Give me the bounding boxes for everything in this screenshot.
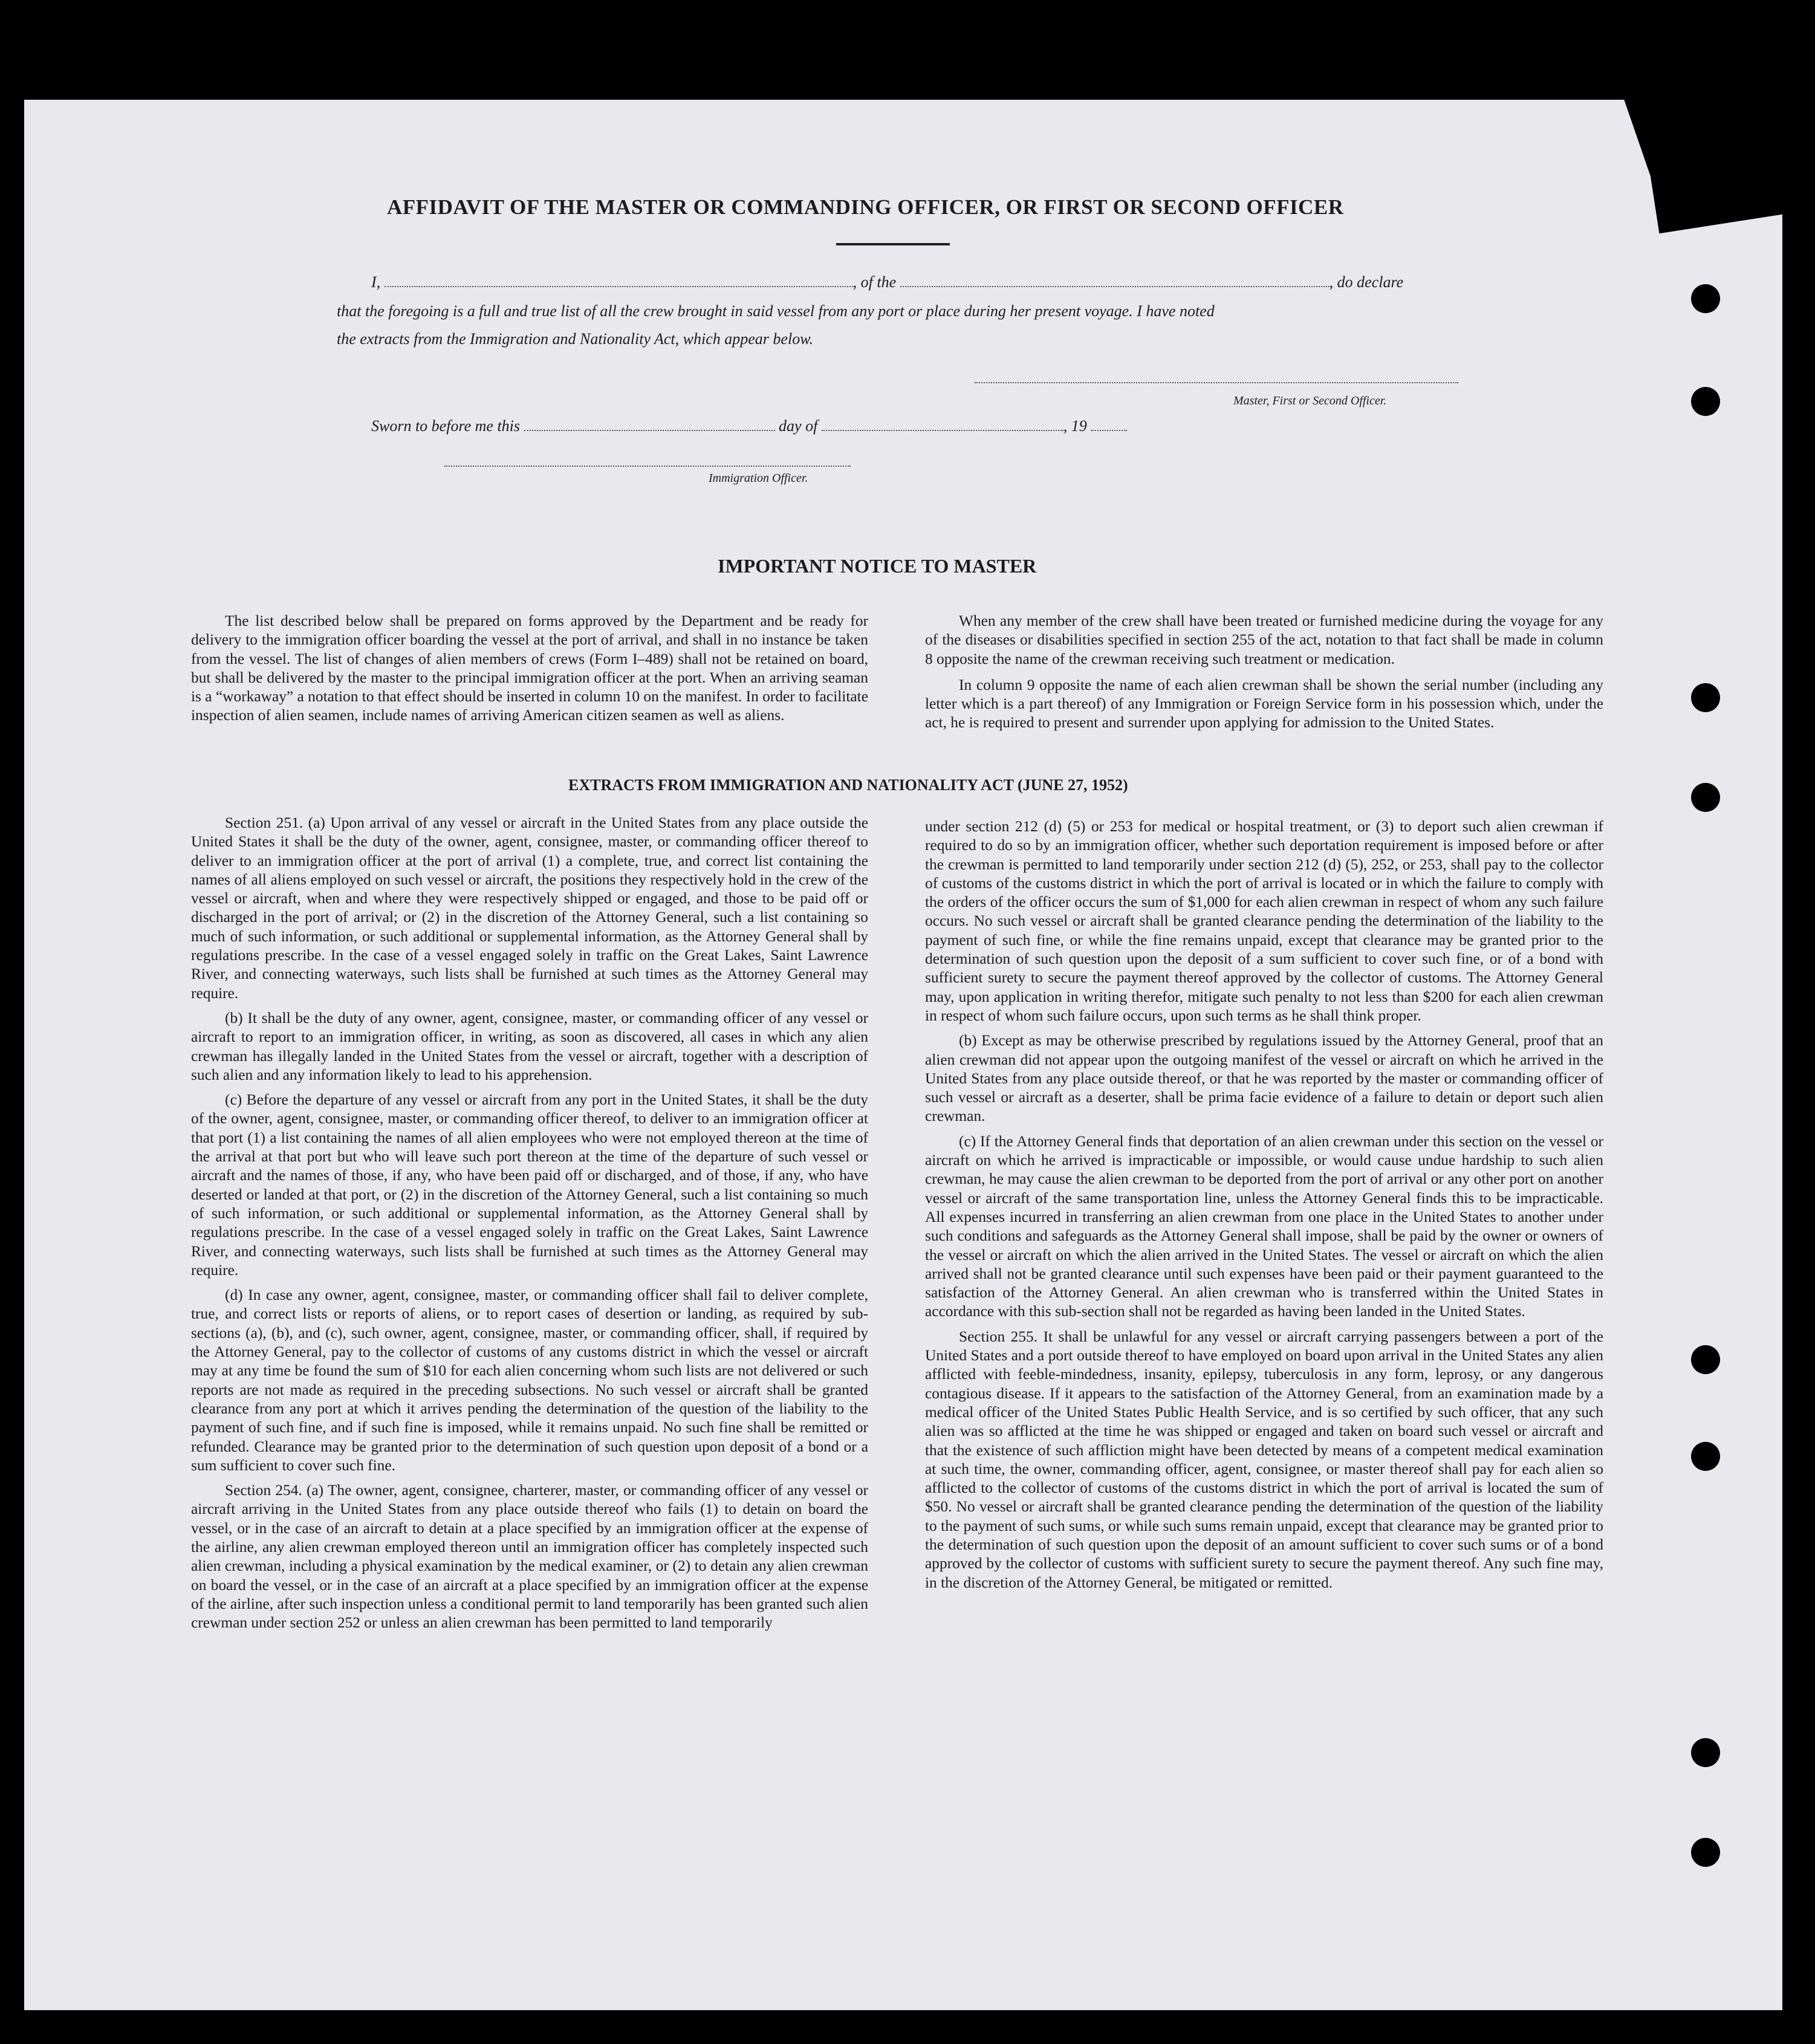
declaration-line-3: the extracts from the Immigration and Nationality Act, which appear below. <box>337 330 814 348</box>
of-the-label: , of the <box>852 273 897 291</box>
extracts-title: EXTRACTS FROM IMMIGRATION AND NATIONALITY ACT (JUNE 27, 1952) <box>568 776 1128 794</box>
master-signature-field[interactable] <box>975 382 1458 383</box>
sworn-line <box>371 417 1278 435</box>
punch-hole <box>1691 783 1720 812</box>
punch-hole <box>1691 284 1720 313</box>
declarant-prefix: I, <box>371 273 381 291</box>
vessel-name-field[interactable] <box>900 275 1330 287</box>
extracts-right-column <box>925 817 1603 1592</box>
punch-hole <box>1691 1838 1720 1867</box>
punch-hole <box>1691 1442 1720 1471</box>
notice-title: IMPORTANT NOTICE TO MASTER <box>718 555 1037 577</box>
act-paragraph: (c) Before the departure of any vessel or aircraft from any port in the United States, it shall be the duty of the owner, agent, consignee, master, or commanding officer thereof, to deliver to an immigration officer at that port (1) a list containing the names of all alien employees who were not employed thereon at the time of the arrival at that port but who will leave such port thereon at the time of the departure of such vessel or aircraft and the names of those, if any, who have been paid off or discharged, and of those, if any, who have deserted or landed at that port, or (2) in the discretion of the Attorney General, such a list containing so much of such information, or such additional or supplemental information, as the Attorney General shall by regulations prescribe. In the case of a vessel engaged solely in traffic on the Great Lakes, Saint Lawrence River, and connecting waterways, such lists shall be furnished at such times as the Attorney General may require. <box>191 1091 868 1279</box>
act-paragraph: under section 212 (d) (5) or 253 for medical or hospital treatment, or (3) to deport such alien crewman if required to do so by an immigration officer, whether such deportation requirement is imposed before or after the crewman is permitted to land temporarily under section 212 (d) (5), 252, or 253, shall pay to the collector of customs of the customs district in which the port of arrival is located or in which the failure to comply with the orders of the officer occurs the sum of $1,000 for each alien crewman in respect of whom any such failure occurs. No such vessel or aircraft shall be granted clearance pending the determination of the liability to the payment of such fine, or while the fine remains unpaid, except that clearance may be granted prior to the determination of such question upon the deposit of a sum sufficient to cover such fine, or of a bond with sufficient surety to secure the payment thereof approved by the collector of customs. The Attorney General may, upon application in writing therefor, mitigate such penalty to not less than $200 for each alien crewman in respect of whom such failure occurs, upon such terms as he shall think proper. <box>925 818 1603 1024</box>
affidavit-title: AFFIDAVIT OF THE MASTER OR COMMANDING OFFICER, OR FIRST OR SECOND OFFICER <box>387 195 1344 219</box>
immigration-officer-label: Immigration Officer. <box>709 472 808 485</box>
declaration-line-1 <box>371 273 1459 291</box>
notice-paragraph: When any member of the crew shall have been treated or furnished medicine during the voyage for any of the diseases or disabilities specified in section 255 of the act, notation to that fact shall be made in column 8 opposite the name of the crewman receiving such treatment or medication. <box>925 612 1603 667</box>
act-paragraph: (d) In case any owner, agent, consignee, master, or commanding officer shall fail to deliver complete, true, and correct lists or reports of aliens, or to report cases of desertion or landing, as required by sub-sections (a), (b), and (c), such owner, agent, consignee, master, or commanding officer, shall, if required by the Attorney General, pay to the collector of customs of any customs district in which the vessel or aircraft may at any time be found the sum of $10 for each alien concerning whom such lists are not delivered or such reports are not made as required in the preceding subsections. No such vessel or aircraft shall be granted clearance from any port at which it arrives pending the determination of the question of the liability to the payment of such fine, and if such fine is imposed, while it remains unpaid. No such fine shall be remitted or refunded. Clearance may be granted prior to the determination of such question upon deposit of a bond or a sum sufficient to cover such fine. <box>191 1286 868 1474</box>
notice-right-column <box>925 612 1603 733</box>
punch-hole <box>1691 1738 1720 1767</box>
year-prefix: , 19 <box>1063 417 1087 435</box>
act-paragraph: (c) If the Attorney General finds that deportation of an alien crewman under this section on the vessel or aircraft on which he arrived is impracticable or impossible, or would cause undue hardship to such alien crewman, he may cause the alien crewman to be deported from the port of arrival or any other port on another vessel or aircraft of the same transportation line, unless the Attorney General finds this to be impracticable. All expenses incurred in transferring an alien crewman from one place in the United States to another under such conditions and safeguards as the Attorney General shall impose, shall be paid by the owner or owners of the vessel or aircraft on which the alien arrived in the United States. The vessel or aircraft on which the alien arrived shall not be granted clearance until such expenses have been paid or their payment guaranteed to the satisfaction of the Attorney General. An alien crewman who is transferred within the United States in accordance with this sub-section shall not be regarded as having been landed in the United States. <box>925 1132 1603 1320</box>
act-paragraph: (b) Except as may be otherwise prescribed by regulations issued by the Attorney General, proof that an alien crewman did not appear upon the outgoing manifest of the vessel or aircraft on which he arrived in the United States from any place outside thereof, or that he was reported by the master or commanding officer of such vessel or aircraft as a deserter, shall be prima facie evidence of a failure to detain or deport such alien crewman. <box>925 1032 1603 1125</box>
punch-hole <box>1691 1345 1720 1374</box>
punch-hole <box>1691 387 1720 416</box>
do-declare-label: , do declare <box>1329 273 1404 291</box>
sworn-label: Sworn to before me this <box>371 417 521 435</box>
sworn-day-field[interactable] <box>524 419 775 431</box>
extracts-left-column <box>191 814 868 1632</box>
declarant-name-field[interactable] <box>385 275 853 287</box>
declaration-line-2: that the foregoing is a full and true list of all the crew brought in said vessel from any port or place during her present voyage. I have noted <box>337 302 1215 320</box>
sworn-month-field[interactable] <box>822 419 1063 431</box>
act-paragraph: Section 251. (a) Upon arrival of any vessel or aircraft in the United States from any place outside the United States it shall be the duty of the owner, agent, consignee, master, or commanding officer thereof to deliver to an immigration officer at the port of arrival (1) a complete, true, and correct list containing the names of all aliens employed on such vessel or aircraft, the positions they respectively hold in the crew of the vessel or aircraft, when and where they were respectively shipped or engaged, and those to be paid off or discharged in the port of arrival; or (2) in the discretion of the Attorney General, such a list containing so much of such information, or such additional or supplemental information, as the Attorney General shall by regulations prescribe. In the case of a vessel engaged solely in traffic on the Great Lakes, Saint Lawrence River, and connecting waterways, such lists shall be furnished at such times as the Attorney General may require. <box>191 814 868 1002</box>
punch-hole <box>1691 683 1720 712</box>
title-divider <box>836 243 950 245</box>
notice-paragraph: In column 9 opposite the name of each alien crewman shall be shown the serial number (including any letter which is a part thereof) of any Immigration or Foreign Service form in his possession which, under the act, he is required to present and surrender upon applying for admission to the United States. <box>925 676 1603 732</box>
sworn-year-field[interactable] <box>1091 419 1127 431</box>
act-paragraph: (b) It shall be the duty of any owner, agent, consignee, master, or commanding officer of any vessel or aircraft to report to an immigration officer, in writing, as soon as discovered, all cases in which any alien crewman has illegally landed in the United States from the vessel or aircraft, together with a description of such alien and any information likely to lead to his apprehension. <box>191 1009 868 1083</box>
act-paragraph: Section 254. (a) The owner, agent, consignee, charterer, master, or commanding officer of any vessel or aircraft arriving in the United States from any place outside thereof who fails (1) to detain on board the vessel, or in the case of an aircraft to detain at a place specified by an immigration officer at the expense of the airline, any alien crewman employed thereon until an immigration officer has completely inspected such alien crewman, including a physical examination by the medical examiner, or (2) to detain any alien crewman on board the vessel, or in the case of an aircraft at a place specified by an immigration officer at the expense of the airline, after such inspection unless a conditional permit to land temporarily has been granted such alien crewman under section 252 or unless an alien crewman has been permitted to land temporarily <box>191 1482 868 1632</box>
day-of-label: day of <box>779 417 818 435</box>
act-paragraph: Section 255. It shall be unlawful for any vessel or aircraft carrying passengers between a port of the United States and a port outside thereof to have employed on board upon arrival in the United States any alien afflicted with feeble-mindedness, insanity, epilepsy, tuberculosis in any form, leprosy, or any dangerous contagious disease. If it appears to the satisfaction of the Attorney General, from an examination made by a medical officer of the United States Public Health Service, and is so certified by such officer, that any such alien was so afflicted at the time he was shipped or engaged and taken on board such vessel or aircraft and that the existence of such affliction might have been detected by means of a competent medical examination at such time, the owner, commanding officer, agent, consignee, or master thereof shall pay for each alien so afflicted to the collector of customs of the customs district in which the port of arrival is located the sum of $50. No vessel or aircraft shall be granted clearance pending the determination of the question of the liability to the payment of such sums, or while such sums remain unpaid, except that clearance may be granted prior to the determination of such question upon the deposit of an amount sufficient to cover such sums or of a bond approved by the collector of customs with sufficient surety to secure the payment thereof. Any such fine may, in the discretion of the Attorney General, be mitigated or remitted. <box>925 1328 1603 1591</box>
immigration-officer-signature-field[interactable] <box>444 466 851 467</box>
notice-left-column <box>191 612 868 725</box>
notice-paragraph: The list described below shall be prepared on forms approved by the Department and be ready for delivery to the immigration officer boarding the vessel at the port of arrival, and shall in no instance be taken from the vessel. The list of changes of alien members of crews (Form I–489) shall not be retained on board, but shall be delivered by the master to the principal immigration officer at the port. When an arriving seaman is a “workaway” a notation to that effect should be inserted in column 10 on the manifest. In order to facilitate inspection of alien seamen, include names of arriving American citizen seamen as well as aliens. <box>191 612 868 724</box>
master-signature-label: Master, First or Second Officer. <box>1233 394 1387 407</box>
